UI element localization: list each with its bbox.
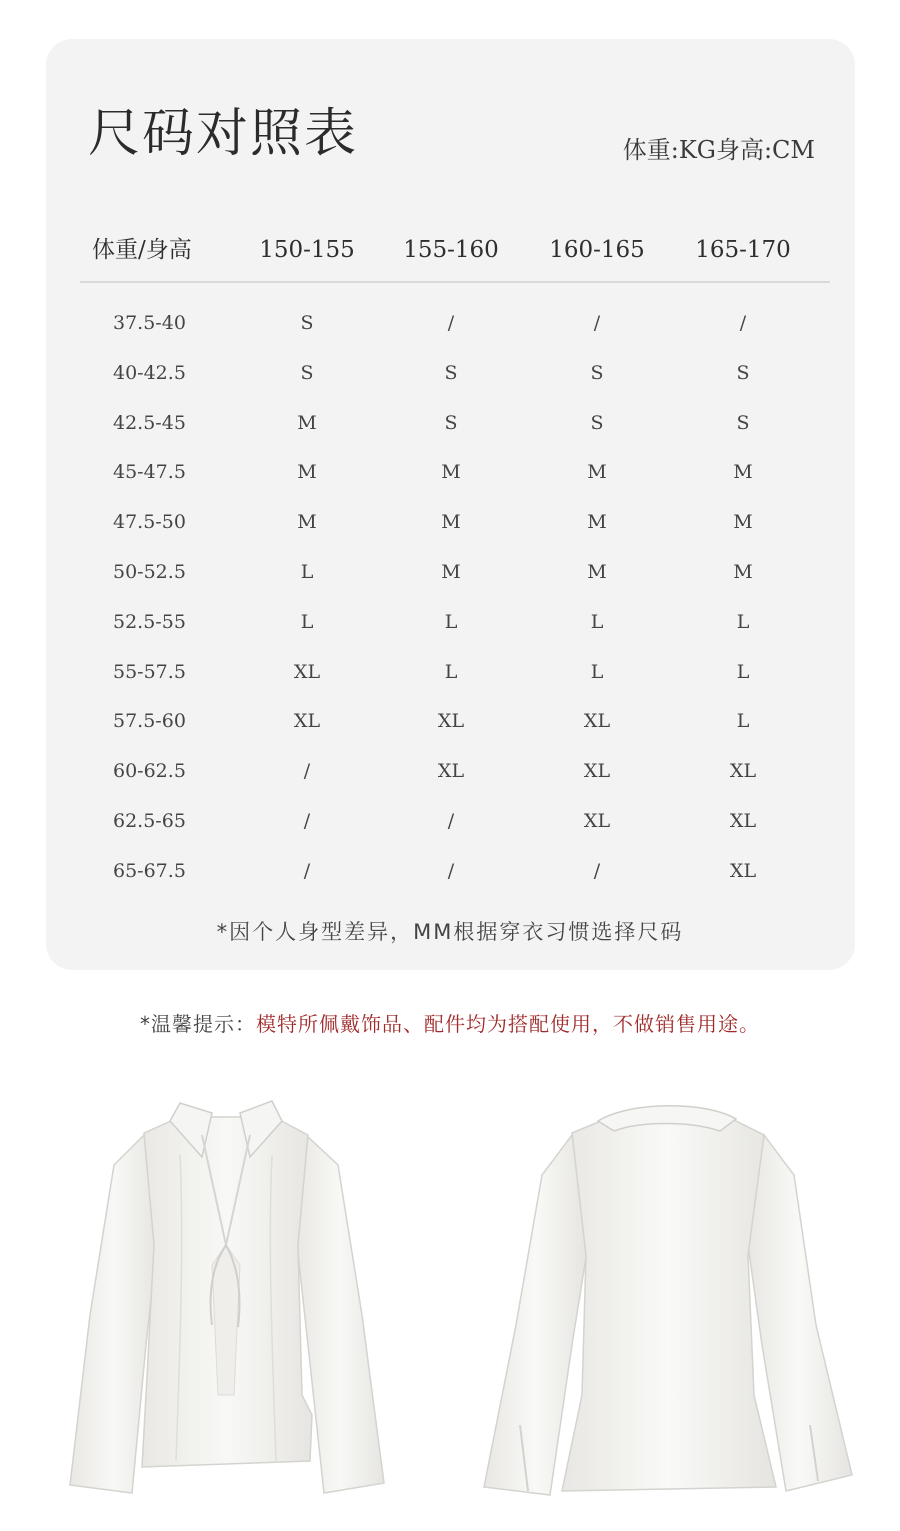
size-cell: L	[444, 610, 458, 633]
weight-row-header: 45-47.5	[113, 461, 186, 484]
size-cell: S	[444, 361, 458, 384]
table-corner-header: 体重/身高	[92, 237, 192, 263]
size-cell: XL	[583, 810, 611, 832]
weight-row-header: 52.5-55	[113, 610, 186, 633]
height-column-header: 155-160	[403, 237, 499, 263]
weight-row-header: 40-42.5	[113, 361, 186, 384]
tip-prefix: *温馨提示：	[140, 1012, 256, 1036]
header-divider	[80, 281, 830, 283]
size-cell: L	[300, 610, 314, 633]
height-column-header: 150-155	[259, 237, 355, 263]
size-cell: /	[447, 859, 455, 882]
size-cell: L	[736, 660, 750, 683]
weight-row-header: 37.5-40	[113, 312, 186, 334]
size-cell: M	[733, 511, 753, 534]
size-cell: /	[303, 810, 311, 832]
size-cell: XL	[583, 710, 611, 733]
size-cell: M	[297, 511, 317, 534]
size-cell: /	[303, 859, 311, 882]
size-cell: S	[736, 361, 750, 384]
warm-tip	[0, 1008, 900, 1037]
weight-row-header: 42.5-45	[113, 411, 186, 434]
units-label: 体重:KG身高:CM	[622, 136, 815, 164]
size-cell: XL	[729, 810, 757, 832]
size-cell: XL	[293, 710, 321, 733]
size-cell: XL	[583, 760, 611, 783]
size-cell: L	[736, 710, 750, 733]
weight-row-header: 47.5-50	[113, 511, 186, 534]
size-cell: /	[447, 312, 455, 334]
size-cell: XL	[293, 660, 321, 683]
size-cell: XL	[437, 760, 465, 783]
size-cell: S	[444, 411, 458, 434]
size-cell: M	[733, 561, 753, 583]
size-cell: S	[590, 361, 604, 384]
size-cell: L	[736, 610, 750, 633]
height-column-header: 160-165	[549, 237, 645, 263]
weight-row-header: 65-67.5	[113, 859, 186, 882]
size-cell: XL	[729, 760, 757, 783]
size-cell: /	[303, 760, 311, 783]
weight-row-header: 62.5-65	[113, 810, 186, 832]
white-blouse-back-image	[480, 1095, 860, 1505]
size-cell: S	[590, 411, 604, 434]
size-cell: L	[590, 610, 604, 633]
weight-row-header: 57.5-60	[113, 710, 186, 733]
size-cell: /	[593, 312, 601, 334]
weight-row-header: 50-52.5	[113, 561, 186, 583]
size-cell: L	[300, 561, 314, 583]
page-title: 尺码对照表	[88, 104, 359, 164]
size-cell: /	[739, 312, 747, 334]
size-cell: S	[300, 312, 314, 334]
size-cell: XL	[729, 859, 757, 882]
size-cell: /	[593, 859, 601, 882]
size-cell: M	[441, 561, 461, 583]
size-cell: M	[587, 511, 607, 534]
size-cell: M	[587, 561, 607, 583]
size-cell: M	[441, 461, 461, 484]
size-cell: M	[733, 461, 753, 484]
size-cell: M	[587, 461, 607, 484]
size-cell: M	[297, 461, 317, 484]
weight-row-header: 55-57.5	[113, 660, 186, 683]
size-cell: M	[297, 411, 317, 434]
size-cell: L	[590, 660, 604, 683]
size-cell: L	[444, 660, 458, 683]
size-cell: /	[447, 810, 455, 832]
height-column-header: 165-170	[695, 237, 791, 263]
size-note: *因个人身型差异，MM根据穿衣习惯选择尺码	[216, 920, 684, 944]
weight-row-header: 60-62.5	[113, 760, 186, 783]
white-blouse-front-image	[62, 1095, 392, 1505]
tip-message: 模特所佩戴饰品、配件均为搭配使用，不做销售用途。	[256, 1012, 760, 1036]
size-cell: S	[300, 361, 314, 384]
size-cell: M	[441, 511, 461, 534]
size-cell: S	[736, 411, 750, 434]
size-cell: XL	[437, 710, 465, 733]
